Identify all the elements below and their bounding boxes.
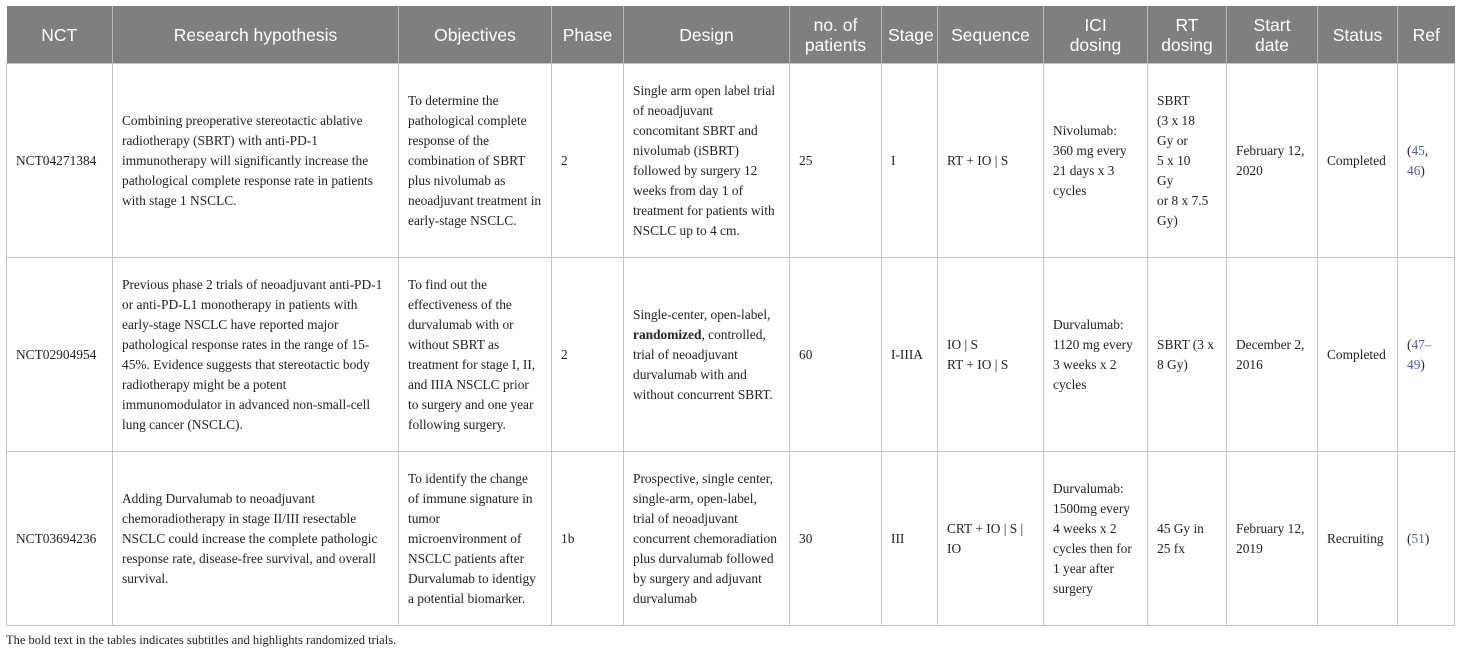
header-nct: NCT	[7, 6, 113, 64]
rt-line: Gy or	[1157, 132, 1188, 148]
header-patients-line1: no. of	[813, 14, 858, 35]
trials-table	[6, 6, 1455, 626]
sequence-line-2: RT + IO | S	[947, 356, 1009, 372]
rt-line: Gy	[1157, 172, 1174, 188]
header-ici-line2: dosing	[1069, 34, 1122, 55]
cell-hypothesis: Previous phase 2 trials of neoadjuvant anti-PD-1 or anti-PD-L1 monotherapy in patients with early-stage NSCLC have reported major pathological response rates in the range of 15-45%. Evidence suggests that stereotactic body radiotherapy might be a potent immunomodulator in advanced non-small-cell lung cancer (NSCLC).	[113, 258, 399, 452]
table-row	[7, 64, 1455, 258]
table-row	[7, 452, 1455, 626]
header-stage: Stage	[882, 6, 938, 64]
cell-ici-dosing: Nivolumab: 360 mg every 21 days x 3 cycles	[1044, 64, 1148, 258]
cell-patients: 60	[790, 258, 882, 452]
cell-ref	[1398, 64, 1455, 258]
cell-start-date: December 2, 2016	[1227, 258, 1318, 452]
header-rt-line2: dosing	[1161, 34, 1213, 55]
header-ici-line1: ICI	[1084, 14, 1107, 35]
cell-sequence	[938, 258, 1044, 452]
cell-patients: 30	[790, 452, 882, 626]
cell-design: Single arm open label trial of neoadjuvant concomitant SBRT and nivolumab (iSBRT) followed by surgery 12 weeks from day 1 of treatment for patients with NSCLC up to 4 cm.	[624, 64, 790, 258]
ref-link[interactable]: 46	[1407, 162, 1421, 178]
rt-line: Gy)	[1157, 212, 1178, 228]
cell-objectives: To find out the effectiveness of the durvalumab with or without SBRT as treatment for stage I, II, and IIIA NSCLC prior to surgery and one year following surgery.	[399, 258, 552, 452]
cell-phase: 1b	[552, 452, 624, 626]
sequence-line: IO | S	[947, 336, 978, 352]
header-patients	[790, 6, 882, 64]
rt-line: or 8 x 7.5	[1157, 192, 1209, 208]
cell-ref	[1398, 452, 1455, 626]
cell-ici-dosing: Durvalumab: 1500mg every 4 weeks x 2 cycles then for 1 year after surgery	[1044, 452, 1148, 626]
table-footnote: The bold text in the tables indicates subtitles and highlights randomized trials.	[6, 633, 397, 647]
ref-paren: (	[1407, 142, 1412, 158]
header-ici-dosing	[1044, 6, 1148, 64]
header-phase: Phase	[552, 6, 624, 64]
cell-objectives: To determine the pathological complete response of the combination of SBRT plus nivolumab as neoadjuvant treatment in early-stage NSCLC.	[399, 64, 552, 258]
cell-ref	[1398, 258, 1455, 452]
header-start-date	[1227, 6, 1318, 64]
cell-start-date: February 12, 2019	[1227, 452, 1318, 626]
cell-rt-dosing: 45 Gy in 25 fx	[1148, 452, 1227, 626]
cell-objectives: To identify the change of immune signature in tumor microenvironment of NSCLC patients after Durvalumab to identigy a potential biomarker.	[399, 452, 552, 626]
ref-paren: )	[1424, 530, 1430, 546]
header-start-line2: date	[1254, 34, 1290, 55]
ref-link[interactable]: 47–49	[1407, 336, 1432, 372]
ref-paren: (	[1407, 530, 1412, 546]
cell-design: Prospective, single center, single-arm, open-label, trial of neoadjuvant concurrent chemoradiation plus durvalumab followed by surgery and adjuvant durvalumab	[624, 452, 790, 626]
cell-phase: 2	[552, 64, 624, 258]
cell-sequence	[938, 64, 1044, 258]
header-status: Status	[1318, 6, 1398, 64]
cell-status: Completed	[1318, 258, 1398, 452]
header-row	[7, 6, 1455, 64]
ref-link[interactable]: 45	[1411, 142, 1425, 158]
rt-line: 5 x 10	[1157, 152, 1191, 168]
rt-line: SBRT	[1157, 92, 1190, 108]
header-objectives: Objectives	[399, 6, 552, 64]
design-randomized-bold: randomized	[633, 326, 702, 342]
cell-rt-dosing: SBRT (3 x 8 Gy)	[1148, 258, 1227, 452]
ref-paren: )	[1420, 162, 1425, 178]
cell-status: Completed	[1318, 64, 1398, 258]
cell-stage: I	[882, 64, 938, 258]
cell-nct: NCT02904954	[7, 258, 113, 452]
cell-stage: I-IIIA	[882, 258, 938, 452]
cell-stage: III	[882, 452, 938, 626]
cell-start-date: February 12, 2020	[1227, 64, 1318, 258]
cell-phase: 2	[552, 258, 624, 452]
cell-sequence: CRT + IO | S | IO	[938, 452, 1044, 626]
ref-paren: )	[1420, 356, 1425, 372]
header-rt-line1: RT	[1175, 14, 1199, 35]
header-patients-line2: patients	[804, 34, 867, 55]
header-ref: Ref	[1398, 6, 1455, 64]
header-start-line1: Start	[1253, 14, 1291, 35]
header-hypothesis: Research hypothesis	[113, 6, 399, 64]
table-row	[7, 258, 1455, 452]
cell-nct: NCT03694236	[7, 452, 113, 626]
design-text: , controlled, trial of neoadjuvant durvalumab with and without concurrent SBRT.	[633, 326, 773, 402]
cell-hypothesis: Combining preoperative stereotactic ablative radiotherapy (SBRT) with anti-PD-1 immunotherapy will significantly increase the pathological complete response rate in patients with stage 1 NSCLC.	[113, 64, 399, 258]
cell-patients: 25	[790, 64, 882, 258]
header-design: Design	[624, 6, 790, 64]
header-rt-dosing	[1148, 6, 1227, 64]
ref-separator: ,	[1424, 142, 1429, 158]
ref-paren: (	[1407, 336, 1412, 352]
design-text: Single-center, open-label,	[633, 306, 771, 322]
cell-status: Recruiting	[1318, 452, 1398, 626]
sequence-line: RT + IO | S	[947, 152, 1009, 168]
cell-rt-dosing	[1148, 64, 1227, 258]
ref-link[interactable]: 51	[1411, 530, 1425, 546]
header-sequence: Sequence	[938, 6, 1044, 64]
cell-hypothesis: Adding Durvalumab to neoadjuvant chemoradiotherapy in stage II/III resectable NSCLC could increase the complete pathologic response rate, disease-free survival, and overall survival.	[113, 452, 399, 626]
cell-ici-dosing: Durvalumab: 1120 mg every 3 weeks x 2 cycles	[1044, 258, 1148, 452]
cell-nct: NCT04271384	[7, 64, 113, 258]
rt-line: (3 x 18	[1157, 112, 1195, 128]
cell-design	[624, 258, 790, 452]
